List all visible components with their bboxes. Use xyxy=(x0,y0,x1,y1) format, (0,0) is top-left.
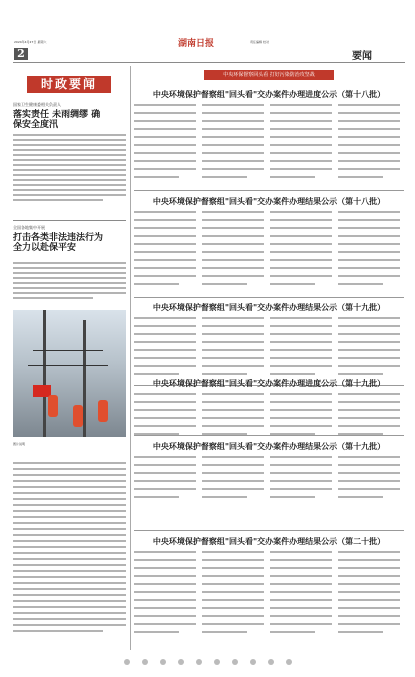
headline-2: 中央环境保护督察组"回头看"交办案件办理结果公示（第十八批） xyxy=(152,196,386,206)
column-title: 时政要闻 xyxy=(27,76,111,93)
block-1-body xyxy=(134,104,404,184)
header-rule xyxy=(13,62,405,63)
article-2-kicker: 全国各地集中开展 xyxy=(13,225,45,230)
article-2-title: 打击各类非法违法行为 全力以赴保平安 xyxy=(13,233,104,253)
separator-2 xyxy=(134,297,404,298)
column-divider xyxy=(130,66,131,650)
headline-6: 中央环境保护督察组"回头看"交办案件办理结果公示（第二十批） xyxy=(152,536,386,546)
article-1-kicker: 国家卫生健康委相关负责人 xyxy=(13,102,61,107)
block-5-body xyxy=(134,456,404,516)
news-photo xyxy=(13,310,126,437)
header-meta: 责任编辑 校对 xyxy=(250,40,269,44)
masthead: 湖南日报 xyxy=(178,39,215,49)
separator-5 xyxy=(134,530,404,531)
header-date: 2024年4月27日 星期六 xyxy=(14,40,47,44)
photo-caption: 图片说明 xyxy=(13,442,26,446)
page-number: 2 xyxy=(14,48,28,60)
separator-1 xyxy=(134,190,404,191)
left-divider xyxy=(13,220,126,221)
headline-3: 中央环境保护督察组"回头看"交办案件办理结果公示（第十九批） xyxy=(152,302,386,312)
article-2-body xyxy=(13,262,126,306)
article-1-title: 落实责任 未雨绸缪 确保安全度汛 xyxy=(13,110,101,130)
article-1-body xyxy=(13,134,126,214)
block-2-body xyxy=(134,211,404,291)
section-name: 要闻 xyxy=(352,51,372,62)
footer-ornaments xyxy=(0,650,415,669)
separator-4 xyxy=(134,435,404,436)
headline-4: 中央环境保护督察组"回头看"交办案件办理进度公示（第十九批） xyxy=(152,378,386,388)
headline-1: 中央环境保护督察组"回头看"交办案件办理进度公示（第十八批） xyxy=(152,89,386,99)
block-6-body xyxy=(134,551,404,641)
article-3-body xyxy=(13,462,126,642)
banner: 中央环保督察回头看 打好污染防治攻坚战 xyxy=(204,70,334,80)
headline-5: 中央环境保护督察组"回头看"交办案件办理结果公示（第十九批） xyxy=(152,441,386,451)
